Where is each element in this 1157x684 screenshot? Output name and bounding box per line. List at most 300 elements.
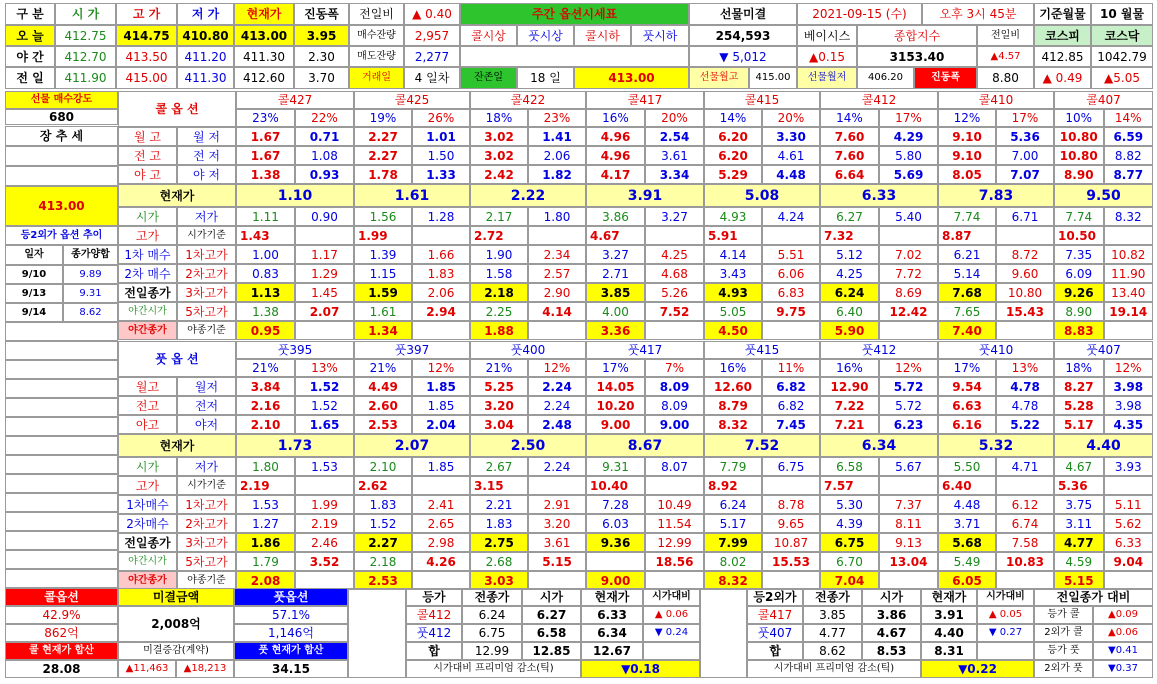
call-r1-b-6: 8.72 [996,245,1054,264]
put-wk-lo-6: 4.78 [996,377,1054,396]
put-label-yl: 야저 [177,415,236,434]
cmp1-row-open-1: 6.58 [522,624,581,642]
call-open-7: 7.74 [1054,207,1104,226]
put-r4-b-3: 18.56 [645,552,704,571]
put-strike-3[interactable]: 풋417 [586,341,704,359]
call-r3-b-0: 1.45 [295,283,354,302]
call-cur-4: 5.08 [704,184,820,207]
prev-day-label: 전 일 [5,67,55,89]
call-high-3: 4.67 [586,226,645,245]
put-r4-b-6: 10.83 [996,552,1054,571]
put-cur-4: 7.52 [704,434,820,457]
unset-change: ▼ 5,012 [689,46,797,67]
put-jk-lo-1: 1.85 [412,396,470,415]
call-strike-2[interactable]: 콜422 [470,91,586,109]
put-r5-2: 3.03 [470,571,528,590]
call-pct-a-4: 14% [704,109,762,127]
put-strike-5[interactable]: 풋412 [820,341,938,359]
index-label: 종합지수 [857,25,977,46]
call-cur-7: 9.50 [1054,184,1153,207]
call-r5-5: 5.90 [820,321,879,340]
put-r5-7: 5.15 [1054,571,1104,590]
call-high-blank-2 [528,226,586,245]
call-strike-0[interactable]: 콜427 [236,91,354,109]
col-range: 진동폭 [294,3,349,25]
call-r4-a-2: 2.25 [470,302,528,321]
put-r4-a-1: 2.18 [354,552,412,571]
call-label-nclose: 야간종가 [118,321,177,340]
night-blank [460,46,689,67]
call-jk-hi-2: 3.02 [470,146,528,165]
call-open-6: 7.74 [938,207,996,226]
call-wk-hi-5: 7.60 [820,127,879,146]
put-label-prev: 전일종가 [118,533,177,552]
put-yk-lo-5: 6.23 [879,415,938,434]
call-r4-b-2: 4.14 [528,302,586,321]
call-pct-a-7: 10% [1054,109,1104,127]
call-pct-a-2: 18% [470,109,528,127]
call-jk-hi-5: 7.60 [820,146,879,165]
col-high: 고 가 [116,3,177,25]
call-yk-lo-2: 1.82 [528,165,586,184]
put-label-h2: 2차고가 [177,514,236,533]
big-price: 413.00 [5,186,118,226]
call-low-5: 5.40 [879,207,938,226]
call-r4-a-6: 7.65 [938,302,996,321]
call-yk-hi-7: 8.90 [1054,165,1104,184]
put-wk-hi-4: 12.60 [704,377,762,396]
call-r3-b-5: 8.69 [879,283,938,302]
call-r1-b-0: 1.17 [295,245,354,264]
kospi-label: 코스피 [1034,25,1091,46]
left-blank-row [5,531,118,550]
today-high: 414.75 [116,25,177,46]
put-strike-2[interactable]: 풋400 [470,341,586,359]
cmp1-row-cur-2: 12.67 [581,642,643,660]
call-cur-5: 6.33 [820,184,938,207]
index-change: ▲4.57 [977,46,1034,67]
call-r2-a-2: 1.58 [470,264,528,283]
call-r1-a-2: 1.90 [470,245,528,264]
call-r2-b-2: 2.57 [528,264,586,283]
call-r2-b-0: 1.29 [295,264,354,283]
call-pct-b-1: 26% [412,109,470,127]
put-wk-hi-0: 3.84 [236,377,295,396]
put-wk-lo-3: 8.09 [645,377,704,396]
call-r4-a-3: 4.00 [586,302,645,321]
call-r2-a-4: 3.43 [704,264,762,283]
cmp2-row-cur-1: 4.40 [921,624,977,642]
call-pct-b-6: 17% [996,109,1054,127]
call-label-h1: 1차고가 [177,245,236,264]
board-title: 주간 옵션시세표 [460,3,689,25]
put-wk-lo-2: 2.24 [528,377,586,396]
call-label-night: 야간시가 [118,302,177,321]
cmp1-row-name-0: 콜412 [406,606,462,624]
put-strike-4[interactable]: 풋415 [704,341,820,359]
cmp1-head-h_dg: 등가 [406,588,462,606]
call-cur-3: 3.91 [586,184,704,207]
put-high-3: 10.40 [586,476,645,495]
call-r5-0: 0.95 [236,321,295,340]
call-yk-hi-2: 2.42 [470,165,528,184]
put-r1-b-5: 7.37 [879,495,938,514]
prev-label: 전일비 [349,3,404,25]
cmp2-head-h_open: 시가 [862,588,921,606]
cmp2-row-diff-2 [977,642,1034,660]
left-blank-row [5,398,118,417]
col-open: 시 가 [55,3,116,25]
put-r4-b-2: 5.15 [528,552,586,571]
put-open-4: 7.79 [704,457,762,476]
ask-value: 2,277 [404,46,460,67]
call-r5-1: 1.34 [354,321,412,340]
cmp2-row-prev-1: 4.77 [803,624,862,642]
put-strike-7[interactable]: 풋407 [1054,341,1153,359]
night-range: 2.30 [294,46,349,67]
summary-gap [348,588,406,678]
put-jk-hi-5: 7.22 [820,396,879,415]
prev-close: 412.60 [234,67,294,89]
call-yk-hi-4: 5.29 [704,165,762,184]
call-label-prev: 전일종가 [118,283,177,302]
put-yk-lo-2: 2.48 [528,415,586,434]
put-r4-b-5: 13.04 [879,552,938,571]
trade-day-label: 거래일 [349,67,404,89]
cmp2-footer-label: 시가대비 프리미엄 감소(틱) [747,660,921,678]
call-r3-a-6: 7.68 [938,283,996,302]
call-r4-a-4: 5.05 [704,302,762,321]
put-r3-a-4: 7.99 [704,533,762,552]
call-high-6: 8.87 [938,226,996,245]
put-r1-b-3: 10.49 [645,495,704,514]
call-r3-b-1: 2.06 [412,283,470,302]
call-wk-hi-6: 9.10 [938,127,996,146]
call-r4-a-7: 8.90 [1054,302,1104,321]
date-text: 2021-09-15 (수) [797,3,922,25]
put-high-6: 6.40 [938,476,996,495]
call-pct-a-6: 12% [938,109,996,127]
call-label-jk: 전 고 [118,146,177,165]
call-r2-b-7: 11.90 [1104,264,1154,283]
basis-value: ▲0.15 [797,46,857,67]
put-high-blank-4 [762,476,820,495]
call-wk-lo-2: 1.41 [528,127,586,146]
put-yk-lo-4: 7.45 [762,415,820,434]
put-r1-b-7: 5.11 [1104,495,1154,514]
call-r5-blank-1 [412,321,470,340]
call-low-1: 1.28 [412,207,470,226]
put-r1-b-4: 8.78 [762,495,820,514]
put-pct-a-5: 16% [820,359,879,377]
call-jk-hi-6: 9.10 [938,146,996,165]
put-wk-hi-6: 9.54 [938,377,996,396]
call-r4-b-5: 12.42 [879,302,938,321]
today-range: 3.95 [294,25,349,46]
put-label-h3: 3차고가 [177,533,236,552]
put-r2-b-0: 2.19 [295,514,354,533]
left-blank-row [5,474,118,493]
call-label-wl: 월 저 [177,127,236,146]
cmp2-row-prev-2: 8.62 [803,642,862,660]
call-pct-b-0: 22% [295,109,354,127]
call-r3-a-3: 3.85 [586,283,645,302]
put-r3-b-4: 10.87 [762,533,820,552]
call-r5-blank-0 [295,321,354,340]
call-high-blank-5 [879,226,938,245]
put-high-blank-7 [1104,476,1154,495]
unset-value-total: 2,008억 [118,606,234,642]
put-r3-b-1: 2.98 [412,533,470,552]
cmp3-val-3: ▼0.37 [1093,660,1153,678]
cmp1-row-cur-1: 6.34 [581,624,643,642]
put-r4-a-5: 6.70 [820,552,879,571]
cmp2-footer-value: ▼0.22 [921,660,1034,678]
call-r1-a-6: 6.21 [938,245,996,264]
put-sum: 34.15 [234,660,348,678]
bid-value: 2,957 [404,25,460,46]
cmp1-row-prev-1: 6.75 [462,624,522,642]
call-r5-6: 7.40 [938,321,996,340]
put-yk-hi-1: 2.53 [354,415,412,434]
call-strike-1[interactable]: 콜425 [354,91,470,109]
call-strike-7[interactable]: 콜407 [1054,91,1153,109]
put-pct-b-6: 13% [996,359,1054,377]
prev-low: 411.30 [177,67,234,89]
current-big: 413.00 [574,67,689,89]
call-r5-blank-2 [528,321,586,340]
cmp3-val-1: ▲0.06 [1093,624,1153,642]
call-r3-b-7: 13.40 [1104,283,1154,302]
call-strike-6[interactable]: 콜410 [938,91,1054,109]
call-r1-a-0: 1.00 [236,245,295,264]
put-title: 풋 옵 션 [118,341,236,377]
put-r4-b-0: 3.52 [295,552,354,571]
put-r2-b-6: 6.74 [996,514,1054,533]
put-high-label: 고가 [118,476,177,495]
call-basis-label: 시가기준 [177,226,236,245]
futures-unset-label: 선물미결 [689,3,797,25]
put-wk-hi-7: 8.27 [1054,377,1104,396]
put-low-label: 저가 [177,457,236,476]
put-jk-hi-3: 10.20 [586,396,645,415]
call-wk-hi-3: 4.96 [586,127,645,146]
call-cur-6: 7.83 [938,184,1054,207]
prev-value: ▲ 0.40 [404,3,460,25]
put-label-h5: 5차고가 [177,552,236,571]
call-label-h5: 5차고가 [177,302,236,321]
put-low-3: 8.07 [645,457,704,476]
put-cur-label: 현재가 [118,434,236,457]
call-label-yk: 야 고 [118,165,177,184]
call-pct-b-4: 20% [762,109,820,127]
call-cur-1: 1.61 [354,184,470,207]
call-jk-lo-7: 8.82 [1104,146,1154,165]
cmp3-name-3: 2외가 풋 [1034,660,1093,678]
call-r3-b-3: 5.26 [645,283,704,302]
put-pct-a-6: 17% [938,359,996,377]
remain-value: 18 일 [517,67,574,89]
cmp1-row-name-2: 합 [406,642,462,660]
cmp1-row-prev-2: 12.99 [462,642,522,660]
left-blank-row [5,550,118,569]
trend-blank [5,146,118,166]
put-pct-b-4: 11% [762,359,820,377]
call-yk-hi-5: 6.64 [820,165,879,184]
call-cur-label: 현재가 [118,184,236,207]
put-yk-lo-0: 1.65 [295,415,354,434]
put-wk-lo-4: 6.82 [762,377,820,396]
bid-label: 매수잔량 [349,25,404,46]
put-yk-hi-5: 7.21 [820,415,879,434]
today-open: 412.75 [55,25,116,46]
put-yk-lo-7: 4.35 [1104,415,1154,434]
cmp2-row-cur-0: 3.91 [921,606,977,624]
cmp2-row-name-2: 합 [747,642,803,660]
put-yk-hi-2: 3.04 [470,415,528,434]
cmp1-row-open-0: 6.27 [522,606,581,624]
put-low-5: 5.67 [879,457,938,476]
call-label-yl: 야 저 [177,165,236,184]
put-yk-hi-6: 6.16 [938,415,996,434]
put-high-0: 2.19 [236,476,295,495]
cmp2-row-diff-1: ▼ 0.27 [977,624,1034,642]
night-open: 412.70 [55,46,116,67]
cmp2-row-name-1: 풋407 [747,624,803,642]
put-open-0: 1.80 [236,457,295,476]
put-low-7: 3.93 [1104,457,1154,476]
put-high-blank-5 [879,476,938,495]
call-yk-hi-6: 8.05 [938,165,996,184]
put-r2-a-1: 1.52 [354,514,412,533]
put-r2-a-7: 3.11 [1054,514,1104,533]
cmp3-val-2: ▼0.41 [1093,642,1153,660]
put-r5-5: 7.04 [820,571,879,590]
put-r3-a-3: 9.36 [586,533,645,552]
cmp3-name-1: 2외가 콜 [1034,624,1093,642]
put-wk-lo-1: 1.85 [412,377,470,396]
call-high-5: 7.32 [820,226,879,245]
put-jk-lo-2: 2.24 [528,396,586,415]
call-wk-lo-3: 2.54 [645,127,704,146]
call-high-blank-7 [1104,226,1154,245]
time-text: 오후 3시 45분 [922,3,1034,25]
call-yk-lo-0: 0.93 [295,165,354,184]
call-r4-a-0: 1.38 [236,302,295,321]
call-r2-b-4: 6.06 [762,264,820,283]
today-label: 오 늘 [5,25,55,46]
put-cur-0: 1.73 [236,434,354,457]
compare-gap [700,588,747,678]
call-open-4: 4.93 [704,207,762,226]
night-current: 411.30 [234,46,294,67]
trend2-label: 등2외가 옵션 추이 [5,226,118,245]
call-r4-b-7: 19.14 [1104,302,1154,321]
put-r4-b-7: 9.04 [1104,552,1154,571]
futures-month-low: 406.20 [857,67,914,89]
put-open-7: 4.67 [1054,457,1104,476]
today-current: 413.00 [234,25,294,46]
call-r1-b-4: 5.51 [762,245,820,264]
put-label-nbasis: 야종기준 [177,571,236,590]
today-low: 410.80 [177,25,234,46]
call-yk-lo-5: 5.69 [879,165,938,184]
put-strike-0[interactable]: 풋395 [236,341,354,359]
cmp3-val-0: ▲0.09 [1093,606,1153,624]
call-strike-4[interactable]: 콜415 [704,91,820,109]
call-r4-b-1: 2.94 [412,302,470,321]
call-strike-3[interactable]: 콜417 [586,91,704,109]
put-high-4: 8.92 [704,476,762,495]
call-cur-2: 2.22 [470,184,586,207]
call-pct-b-5: 17% [879,109,938,127]
cmp3-name-2: 등가 풋 [1034,642,1093,660]
call-yk-lo-7: 8.77 [1104,165,1154,184]
put-r5-6: 6.05 [938,571,996,590]
call-open-5: 6.27 [820,207,879,226]
prev-range: 3.70 [294,67,349,89]
col-current: 현재가 [234,3,294,25]
date-0: 9/10 [5,265,63,284]
call-jk-hi-1: 2.27 [354,146,412,165]
put-pct-b-0: 13% [295,359,354,377]
put-r5-3: 9.00 [586,571,645,590]
put-r2-b-2: 3.20 [528,514,586,533]
unset-value: 254,593 [689,25,797,46]
call-r2-a-6: 5.14 [938,264,996,283]
call-low-6: 6.71 [996,207,1054,226]
put-cur-2: 2.50 [470,434,586,457]
cmp2-head-h_cur: 현재가 [921,588,977,606]
cmp3-name-0: 등가 콜 [1034,606,1093,624]
call-strike-5[interactable]: 콜412 [820,91,938,109]
call-high-4: 5.91 [704,226,762,245]
put-pct-b-7: 12% [1104,359,1154,377]
put-wk-lo-7: 3.98 [1104,377,1154,396]
call-r4-a-5: 6.40 [820,302,879,321]
call-yk-hi-1: 1.78 [354,165,412,184]
put-r1-a-2: 2.21 [470,495,528,514]
put-label-h1: 1차고가 [177,495,236,514]
put-r2-b-7: 5.62 [1104,514,1154,533]
put-wk-hi-1: 4.49 [354,377,412,396]
call-wk-hi-4: 6.20 [704,127,762,146]
night-high: 413.50 [116,46,177,67]
put-strike-6[interactable]: 풋410 [938,341,1054,359]
prev-high: 415.00 [116,67,177,89]
put-r3-a-5: 6.75 [820,533,879,552]
call-wk-hi-7: 10.80 [1054,127,1104,146]
cmp2-row-open-2: 8.53 [862,642,921,660]
put-r3-a-2: 2.75 [470,533,528,552]
cmp1-row-open-2: 12.85 [522,642,581,660]
call-yk-lo-3: 3.34 [645,165,704,184]
put-strike-1[interactable]: 풋397 [354,341,470,359]
futures-month-high-label: 선물월고 [689,67,749,89]
put-r5-1: 2.53 [354,571,412,590]
futures-month-low-label: 선물월저 [797,67,857,89]
call-yk-lo-6: 7.07 [996,165,1054,184]
put-jk-hi-4: 8.79 [704,396,762,415]
put-r3-b-6: 7.58 [996,533,1054,552]
call-r5-blank-3 [645,321,704,340]
call-yk-hi-0: 1.38 [236,165,295,184]
call-high-blank-6 [996,226,1054,245]
cmp1-row-name-1: 풋412 [406,624,462,642]
put-high-2: 3.15 [470,476,528,495]
call-high-blank-4 [762,226,820,245]
put-jk-hi-7: 5.28 [1054,396,1104,415]
